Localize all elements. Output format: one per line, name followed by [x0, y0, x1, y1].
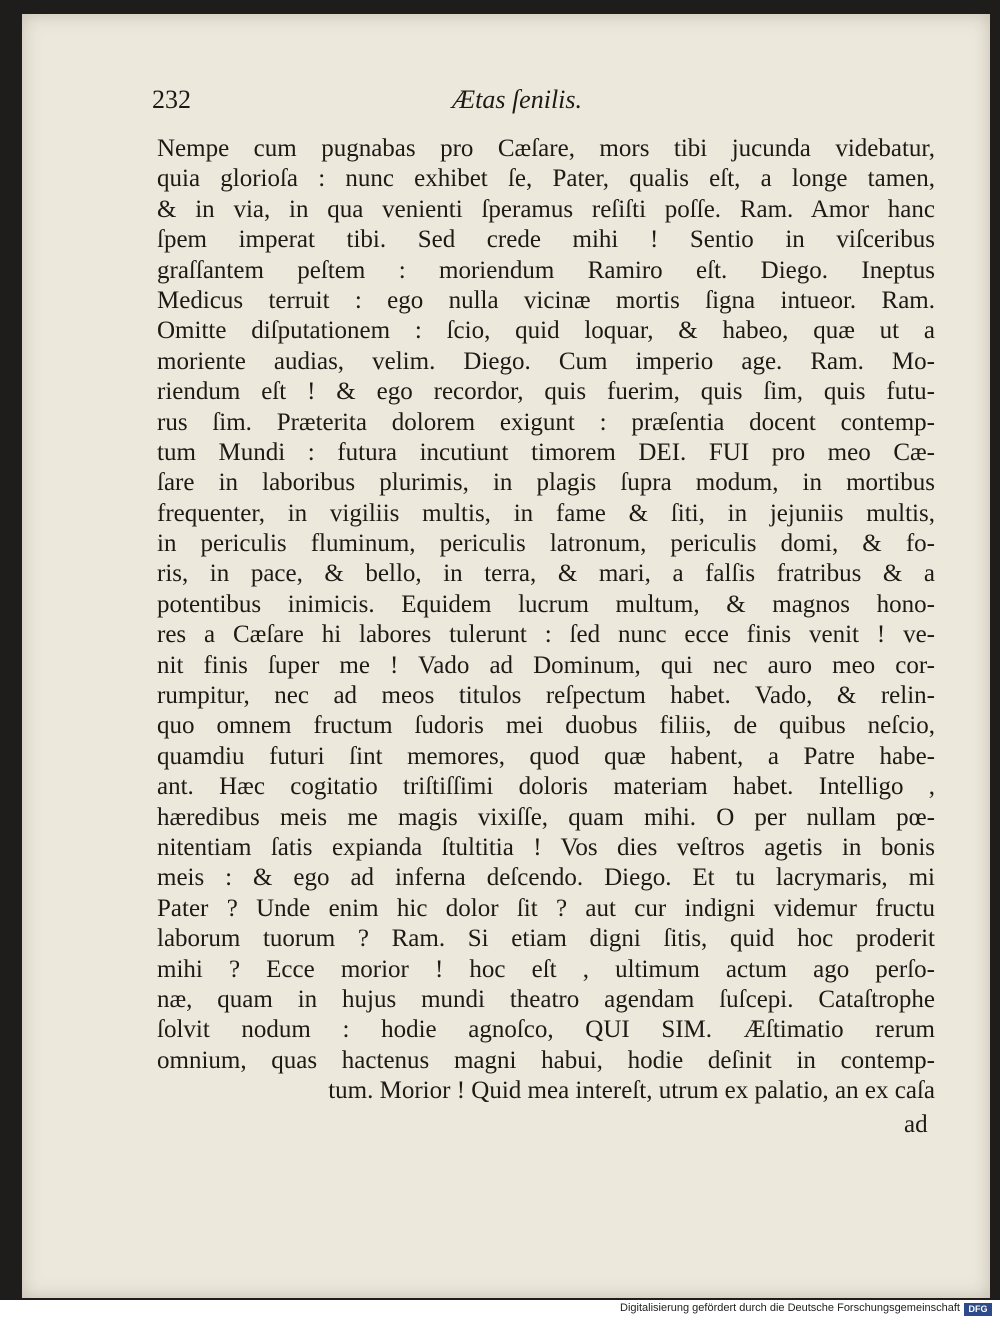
text-line: ris, in pace, & bello, in terra, & mari, a falſis fratribus & a [157, 560, 935, 588]
text-line: frequenter, in vigiliis multis, in fame & ſiti, in jejuniis multis, [157, 499, 935, 527]
body-text [157, 134, 935, 1107]
text-line: moriente audias, velim. Diego. Cum imperio age. Ram. Mo- [157, 347, 935, 375]
page-header [152, 85, 932, 119]
text-line: ſpem imperat tibi. Sed crede mihi ! Sentio in viſceribus [157, 226, 935, 254]
text-line: tum Mundi : futura incutiunt timorem DEI. FUI pro meo Cæ- [157, 438, 935, 466]
text-line: tum. Morior ! Quid mea intereſt, utrum ex palatio, an ex caſa [328, 1077, 935, 1105]
text-line: Omitte diſputationem : ſcio, quid loquar, & habeo, quæ ut a [157, 317, 935, 345]
text-line: mihi ? Ecce morior ! hoc eſt , ultimum actum ago perſo- [157, 955, 935, 983]
text-line: & in via, in qua venienti ſperamus reſiſti poſſe. Ram. Amor hanc [157, 195, 935, 223]
text-line: quia glorioſa : nunc exhibet ſe, Pater, qualis eſt, a longe tamen, [157, 165, 935, 193]
text-line: nitentiam ſatis expianda ſtultitia ! Vos dies veſtros agetis in bonis [157, 833, 935, 861]
text-line: hæredibus meis me magis vixiſſe, quam mihi. O per nullam pœ- [157, 803, 935, 831]
text-line: quo omnem fructum ſudoris mei duobus filiis, de quibus neſcio, [157, 712, 935, 740]
text-line: quamdiu futuri ſint memores, quod quæ habent, a Patre habe- [157, 742, 935, 770]
text-line: graſſantem peſtem : moriendum Ramiro eſt. Diego. Ineptus [157, 256, 935, 284]
dfg-logo-icon: DFG [964, 1303, 992, 1316]
text-line: ant. Hæc cogitatio triſtiſſimi doloris materiam habet. Intelligo , [157, 773, 935, 801]
text-line: meis : & ego ad inferna deſcendo. Diego. Et tu lacrymaris, mi [157, 864, 935, 892]
digitization-footer [0, 1300, 1000, 1319]
text-line: ſare in laboribus plurimis, in plagis ſupra modum, in mortibus [157, 469, 935, 497]
text-line: potentibus inimicis. Equidem lucrum multum, & magnos hono- [157, 590, 935, 618]
text-line: ſolvit nodum : hodie agnoſco, QUI SIM. Æſtimatio rerum [157, 1016, 935, 1044]
text-line: omnium, quas hactenus magni habui, hodie deſinit in contemp- [157, 1046, 935, 1074]
page-number: 232 [152, 85, 191, 114]
footer-credit: Digitalisierung gefördert durch die Deutsche Forschungsgemeinschaft [620, 1302, 960, 1314]
text-line: rus ſim. Præterita dolorem exigunt : præſentia docent contemp- [157, 408, 935, 436]
running-head: Ætas ſenilis. [452, 85, 583, 114]
text-line: næ, quam in hujus mundi theatro agendam ſuſcepi. Cataſtrophe [157, 985, 935, 1013]
catchword: ad [904, 1111, 928, 1138]
text-line: nit finis ſuper me ! Vado ad Dominum, qui nec auro meo cor- [157, 651, 935, 679]
text-line: Medicus terruit : ego nulla vicinæ mortis ſigna intueor. Ram. [157, 286, 935, 314]
text-line: in periculis fluminum, periculis latronum, periculis domi, & fo- [157, 530, 935, 558]
text-line: Nempe cum pugnabas pro Cæſare, mors tibi jucunda videbatur, [157, 135, 935, 162]
text-line: laborum tuorum ? Ram. Si etiam digni ſitis, quid hoc proderit [157, 925, 935, 953]
text-line: riendum eſt ! & ego recordor, quis fuerim, quis ſim, quis futu- [157, 378, 935, 406]
text-line: Pater ? Unde enim hic dolor ſit ? aut cur indigni videmur fructu [157, 894, 935, 922]
text-line: rumpitur, nec ad meos titulos reſpectum habet. Vado, & relin- [157, 682, 935, 710]
text-line: res a Cæſare hi labores tulerunt : ſed nunc ecce finis venit ! ve- [157, 621, 935, 649]
